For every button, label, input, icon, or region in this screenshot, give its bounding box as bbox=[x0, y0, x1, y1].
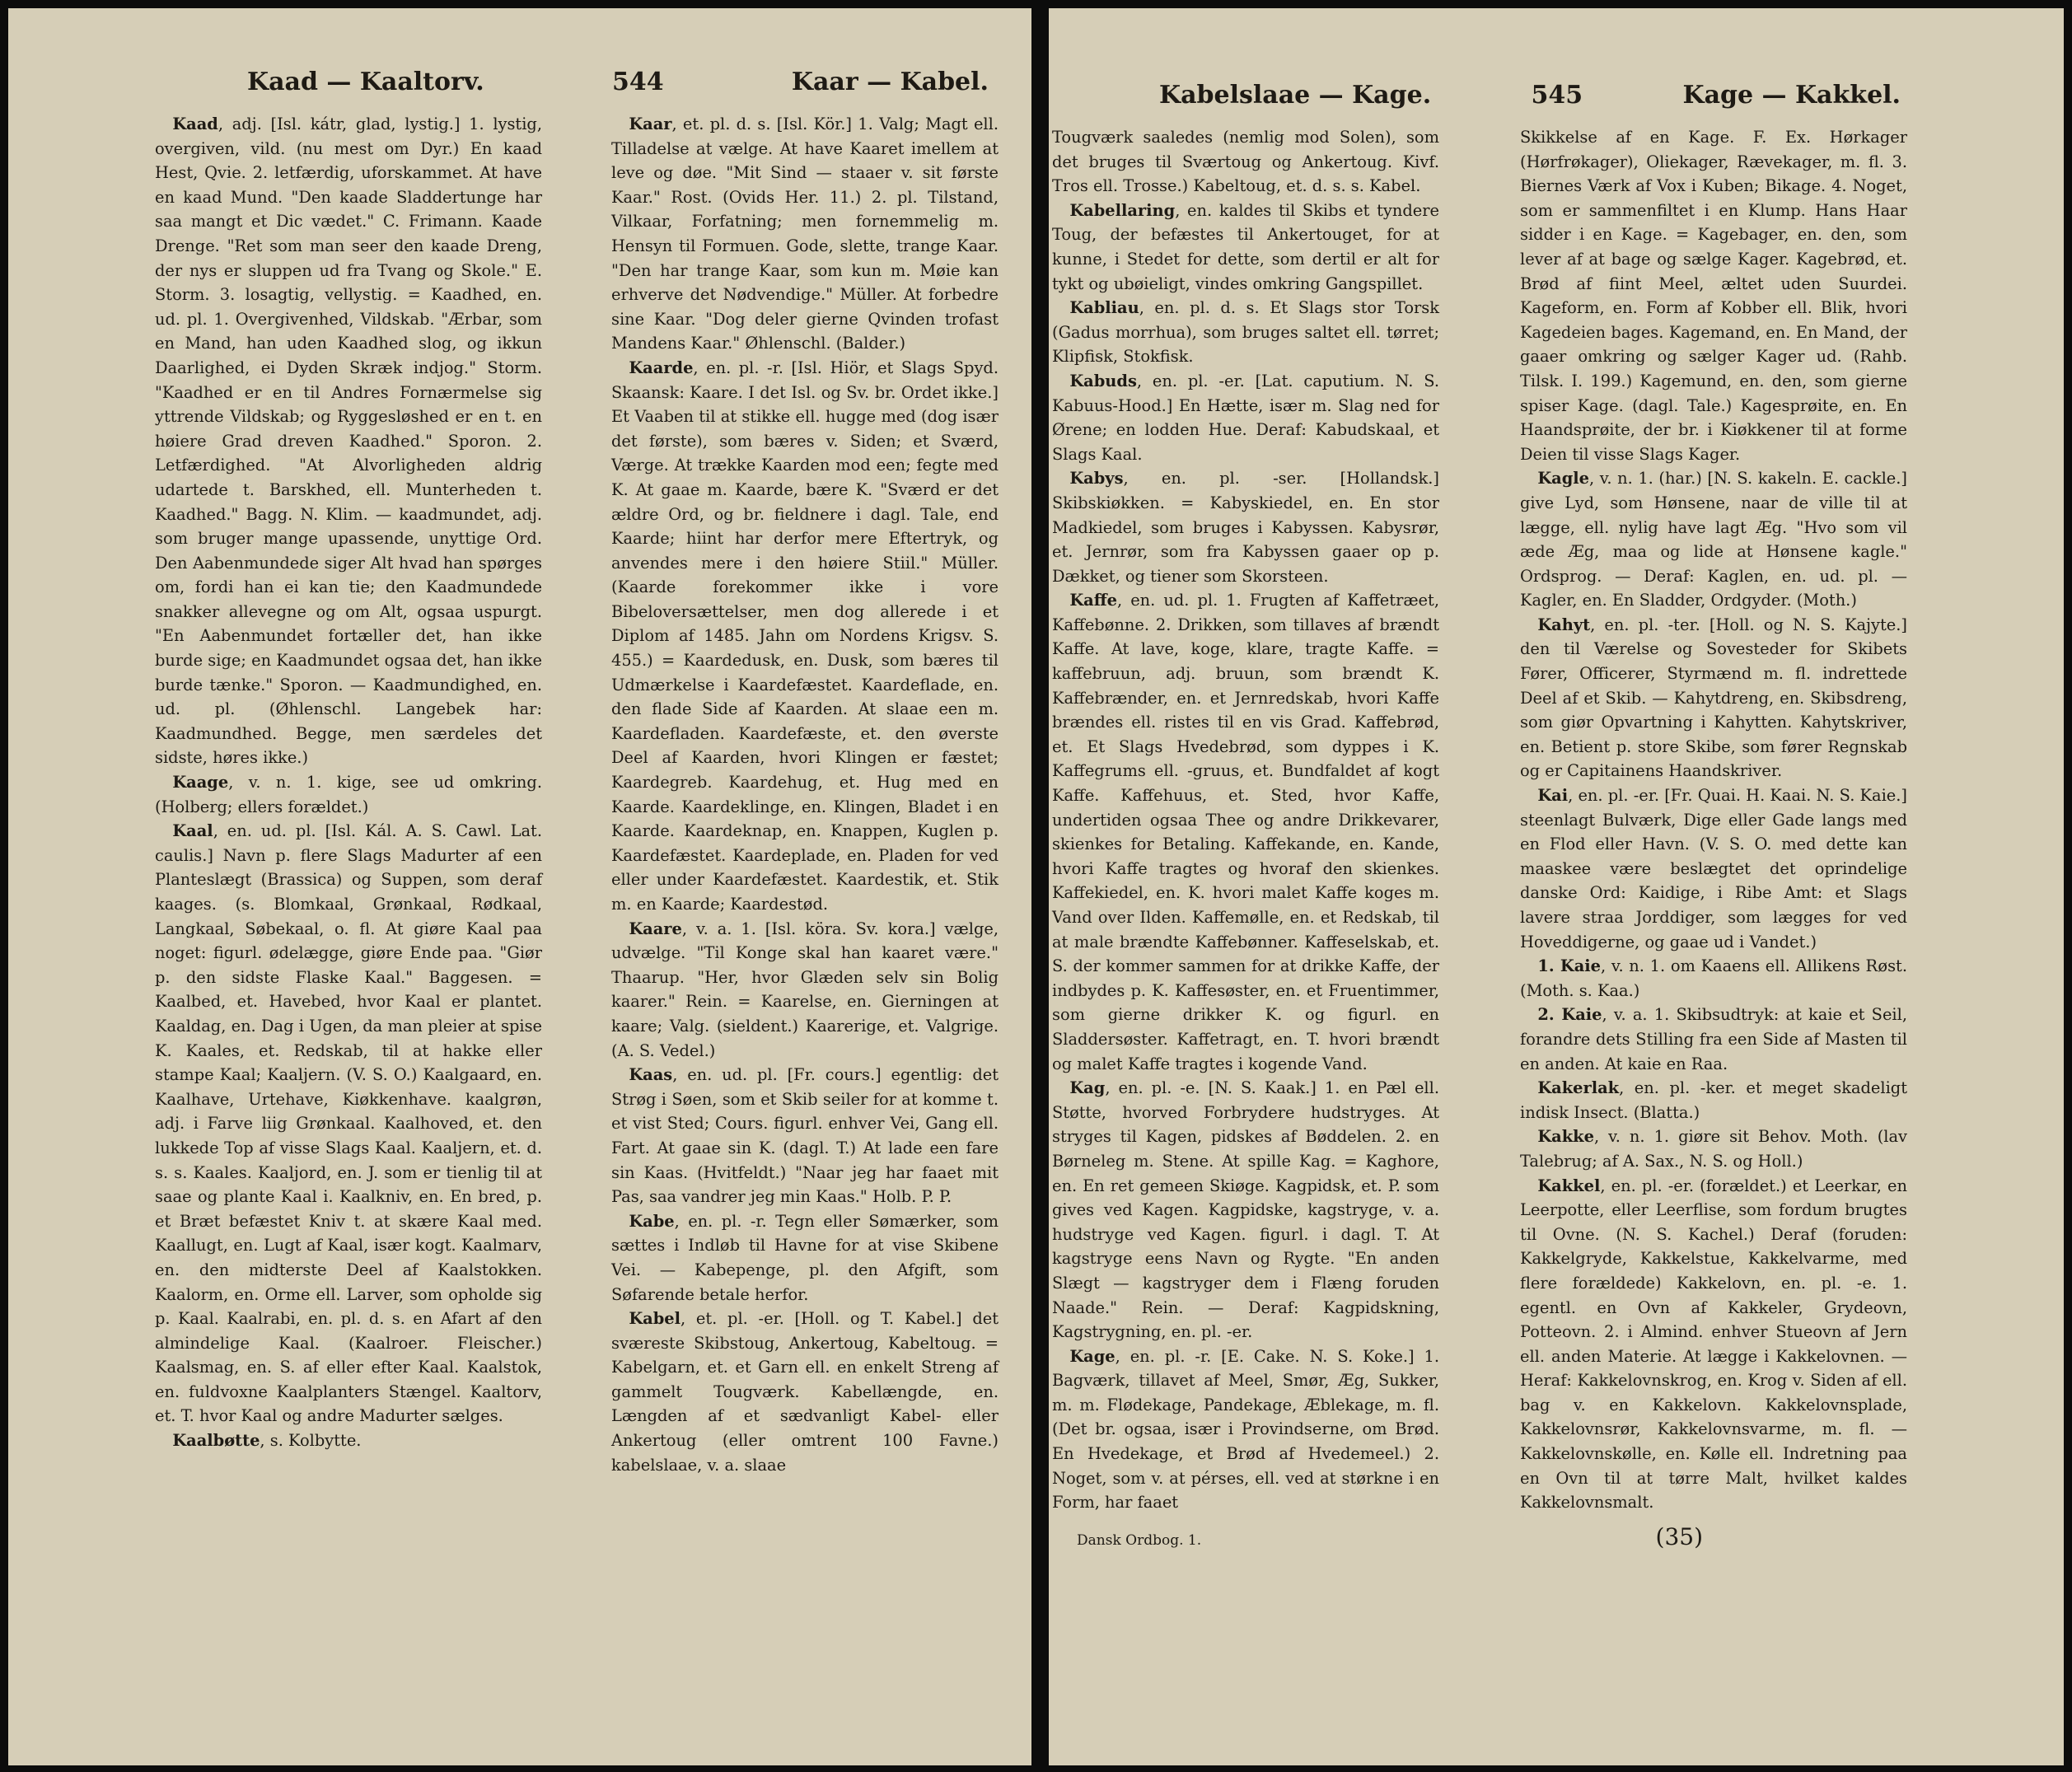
headword: Kaalbøtte bbox=[172, 1431, 260, 1451]
entry-text: , en. pl. -r. [Isl. Hiör, et Slags Spyd. Skaansk: Kaare. I det Isl. og Sv. br. Ordet ikke.] Et Vaaben til at stikke ell. hugge med (dog især det første), som bæres v. Siden; et Sværd, Værge. At trække Kaarden mod een; fegte med K. At gaae m. Kaarde, bære K. "Sværd er det ældre Ord, og br. fieldnere i dagl. Tale, end Kaarde; hiint har derfor mere Eftertryk, og anvendes mere i den høiere Stiil." Müller. (Kaarde forekommer ikke i vore Bibeloversættelser, men dog allerede i et Diplom af 1485. Jahn om Nordens Krigsv. S. 455.) = Kaardedusk, en. Dusk, som bæres til Udmærkelse i Kaardefæstet. Kaardeflade, en. den flade Side af Kaarden. At slaae een m. Kaardefladen. Kaardefæste, et. den øverste Deel af Kaarden, hvori Klingen er fæstet; Kaardegreb. Kaardehug, et. Hug med en Kaarde. Kaardeklinge, en. Klingen, Bladet i en Kaarde. Kaardeknap, en. Knappen, Kuglen p. Kaardefæstet. Kaardeplade, en. Pladen for ved eller under Kaardefæstet. Kaardestik, et. Stik m. en Kaarde; Kaardestød. bbox=[611, 358, 999, 914]
headword: Kabuds bbox=[1069, 371, 1137, 390]
entry-text: , adj. [Isl. kátr, glad, lystig.] 1. lystig, overgiven, vild. (nu mest om Dyr.) En kaad Hest, Qvie. 2. letfærdig, uforskammet. At have en kaad Mund. "Den kaade Sladdertunge har saa mangt et Dic vædet." C. Frimann. Kaade Drenge. "Ret som man seer den kaade Dreng, der nys er sluppen ud fra Tvang og Skole." E. Storm. 3. losagtig, vellystig. = Kaadhed, en. ud. pl. 1. Overgivenhed, Vildskab. "Ærbar, som en Mand, han uden Kaadhed slog, og ikkun Daarlighed, ei Dyden Skræk indjog." Storm. "Kaadhed er en til Andres Fornærmelse sig yttrende Vildskab; og Ryggesløshed er en t. en høiere Grad dreven Kaadhed." Sporon. 2. Letfærdighed. "At Alvorligheden aldrig udartede t. Barskhed, ell. Munterheden t. Kaadhed." Bagg. N. Klim. — kaadmundet, adj. som bruger mange upassende, unyttige Ord. Den Aabenmundede siger Alt hvad han spørges om, fordi han ei kan tie; den Kaadmundede snakker allevegne og om Alt, ogsaa uspurgt. "En Aabenmundet fortæller det, han ikke burde sige; en Kaadmundet ogsaa det, han ikke burde tænke." Sporon. — Kaadmundighed, en. ud. pl. (Øhlenschl. Langebek har: Kaadmundhed. Begge, men særdeles det sidste, høres ikke.) bbox=[155, 115, 542, 768]
headword: Kaffe bbox=[1069, 591, 1117, 610]
dictionary-entry bbox=[155, 770, 542, 819]
page-number: 544 bbox=[612, 68, 664, 96]
dictionary-entry bbox=[155, 819, 542, 1428]
dictionary-entry bbox=[1052, 296, 1439, 369]
headword: 2. Kaie bbox=[1537, 1005, 1602, 1025]
dictionary-entry bbox=[611, 917, 999, 1064]
entry-text: , v. n. 1. om Kaaens ell. Allikens Røst. (Moth. s. Kaa.) bbox=[1520, 956, 1907, 1000]
guide-word-left: Kabelslaae — Kage. bbox=[1159, 81, 1432, 110]
headword: Kaage bbox=[172, 773, 229, 792]
entry-text: , en. pl. -er. [Lat. caputium. N. S. Kabuus-Hood.] En Hætte, især m. Slag ned for Ørene; en lodden Hue. Deraf: Kabudskaal, et Slags Kaal. bbox=[1052, 371, 1439, 464]
headword: Kabel bbox=[629, 1309, 681, 1329]
dictionary-entry bbox=[611, 112, 999, 356]
entry-text: , en. pl. -e. [N. S. Kaak.] 1. en Pæl ell. Støtte, hvorved Forbrydere hudstryges. At stryges til Kagen, pidskes af Bøddelen. 2. en Børneleg m. Stene. At spille Kag. = Kaghore, en. En ret gemeen Skiøge. Kagpidsk, et. P. som gives ved Kagen. Kagpidske, kagstryge, v. a. hudstryge ved Kagen. figurl. i dagl. T. At kagstryge eens Navn og Rygte. "En anden Slægt — kagstryger dem i Flæng foruden Naade." Rein. — Deraf: Kagpidskning, Kagstrygning, en. pl. -er. bbox=[1052, 1078, 1439, 1342]
entry-text: , v. a. 1. Skibsudtryk: at kaie et Seil, forandre dets Stilling fra een Side af Masten til en anden. At kaie en Raa. bbox=[1520, 1005, 1907, 1073]
running-head bbox=[155, 68, 989, 112]
entry-text: , en. ud. pl. 1. Frugten af Kaffetræet, Kaffebønne. 2. Drikken, som tillaves af brændt Kaffe. At lave, koge, klare, tragte Kaffe. = kaffebruun, adj. bruun, som brændt K. Kaffebrænder, en. et Jernredskab, hvori Kaffe brændes ell. ristes til en vis Grad. Kaffebrød, et. Et Slags Hvedebrød, som dyppes i K. Kaffegrums ell. -gruus, et. Bundfaldet af kogt Kaffe. Kaffehuus, et. Sted, hvor Kaffe, undertiden ogsaa Thee og andre Drikkevarer, skienkes for Betaling. Kaffekande, en. Kande, hvori Kaffe tragtes og hvoraf den skienkes. Kaffekiedel, en. K. hvori malet Kaffe koges m. Vand over Ilden. Kaffemølle, en. et Redskab, til at male brændte Kaffebønner. Kaffeselskab, et. S. der kommer sammen for at drikke Kaffe, der indbydes p. K. Kaffesøster, en. et Fruentimmer, som gierne drikker K. og figurl. en Sladdersøster. Kaffetragt, en. T. hvori brændt og malet Kaffe tragtes i kogende Vand. bbox=[1052, 591, 1439, 1073]
dictionary-entry bbox=[611, 356, 999, 917]
dictionary-entry bbox=[1052, 199, 1439, 296]
headword: Kaarde bbox=[629, 358, 694, 377]
dictionary-entry bbox=[1520, 783, 1907, 954]
dictionary-entry bbox=[1520, 466, 1907, 613]
entry-text: Tougværk saaledes (nemlig mod Solen), som det bruges til Sværtoug og Ankertoug. Kivf. Tros ell. Trosse.) Kabeltoug, et. d. s. s. Kabel. bbox=[1052, 128, 1439, 196]
entry-text: , en. pl. -er. [Fr. Quai. H. Kaai. N. S. Kaie.] steenlagt Bulværk, Dige eller Gade langs med en Flod eller Havn. (V. S. O. med dette kan maaskee være beslægtet det oprindelige danske Ord: Kaidige, i Ribe Amt: et Slags lavere straa Jorddiger, som lægges for ved Hoveddigerne, og gaae ud i Vandet.) bbox=[1520, 786, 1907, 951]
entry-text: , en. pl. -r. [E. Cake. N. S. Koke.] 1. Bagværk, tillavet af Meel, Smør, Æg, Sukker, m. m. Flødekage, Pandekage, Æblekage, m. fl. (Det br. ogsaa, især i Provindserne, om Brød. En Hvedekage, et Brød af Hvedemeel.) 2. Noget, som v. at pérses, ell. ved at størkne i en Form, har faaet bbox=[1052, 1346, 1439, 1513]
column-right bbox=[1520, 125, 1907, 1515]
dictionary-entry bbox=[1520, 1076, 1907, 1124]
dictionary-entry bbox=[1520, 954, 1907, 1003]
dictionary-entry bbox=[1052, 125, 1439, 199]
headword: Kaad bbox=[172, 115, 218, 133]
entry-text: , en. pl. -ker. et meget skadeligt indisk Insect. (Blatta.) bbox=[1520, 1078, 1907, 1122]
headword: Kaas bbox=[629, 1065, 673, 1085]
column-right bbox=[611, 112, 999, 1477]
dictionary-entry bbox=[1052, 466, 1439, 588]
entry-text: , et. pl. -er. [Holl. og T. Kabel.] det sværeste Skibstoug, Ankertoug, Kabeltoug. = Kabelgarn, et. et Garn ell. en enkelt Streng af gammelt Tougværk. Kabellængde, en. Længden af et sædvanligt Kabel- eller Ankertoug (eller omtrent 100 Favne.) kabelslaae, v. a. slaae bbox=[611, 1309, 999, 1475]
headword: Kakkel bbox=[1537, 1176, 1601, 1195]
dictionary-entry bbox=[611, 1063, 999, 1209]
dictionary-entry bbox=[1520, 1124, 1907, 1173]
headword: Kaare bbox=[629, 919, 682, 938]
headword: 1. Kaie bbox=[1537, 956, 1601, 976]
guide-word-right: Kage — Kakkel. bbox=[1682, 81, 1901, 110]
entry-text: , s. Kolbytte. bbox=[260, 1431, 362, 1451]
headword: Kag bbox=[1069, 1078, 1106, 1098]
headword: Kai bbox=[1537, 786, 1569, 806]
headword: Kaal bbox=[172, 821, 213, 841]
dictionary-entry bbox=[1520, 125, 1907, 466]
entry-text: Skikkelse af en Kage. F. Ex. Hørkager (Hørfrøkager), Oliekager, Rævekager, m. fl. 3. Biernes Værk af Vox i Kuben; Bikage. 4. Noget, som er sammenfiltet i en Klump. Hans Haar sidder i en Kage. = Kagebager, en. den, som lever af at bage og sælge Kager. Kagebrød, et. Brød af fiint Meel, æltet uden Suurdei. Kageform, en. Form af Kobber ell. Blik, hvori Kagedeien bages. Kagemand, en. En Mand, der gaaer omkring og sælger Kager ud. (Rahb. Tilsk. I. 199.) Kagemund, en. den, som gierne spiser Kage. (dagl. Tale.) Kagesprøite, en. En Haandsprøite, der br. i Kiøkkener til at forme Deien til visse Slags Kager. bbox=[1520, 128, 1907, 464]
dictionary-entry bbox=[1052, 1344, 1439, 1515]
entry-text: , en. ud. pl. [Fr. cours.] egentlig: det Strøg i Søen, som et Skib seiler for at komme t. et vist Sted; Cours. figurl. enhver Vei, Gang ell. Fart. At gaae sin K. (dagl. T.) At lade een fare sin Kaas. (Hvitfeldt.) "Naar jeg har faaet mit Pas, saa vandrer jeg min Kaas." Holb. P. P. bbox=[611, 1065, 999, 1207]
headword: Kagle bbox=[1537, 469, 1590, 489]
headword: Kabe bbox=[629, 1211, 675, 1231]
guide-word-left: Kaad — Kaaltorv. bbox=[247, 68, 484, 96]
signature-mark: Dansk Ordbog. 1. bbox=[1077, 1531, 1202, 1549]
entry-text: , en. pl. -er. (forældet.) et Leerkar, en Leerpotte, eller Leerflise, som fordum brugtes til Ovne. (N. S. Kachel.) Deraf (foruden: Kakkelgryde, Kakkelstue, Kakkelvarme, med flere forældede) Kakkelovn, en. pl. -e. 1. egentl. en Ovn af Kakkeler, Grydeovn, Potteovn. 2. i Almind. enhver Stueovn af Jern ell. anden Materie. At lægge i Kakkelovnen. — Heraf: Kakkelovnskrog, en. Krog v. Siden af ell. bag v. en Kakkelovn. Kakkelovnsplade, Kakkelovnsrør, Kakkelovnsvarme, m. fl. — Kakkelovnskølle, en. Kølle ell. Indretning paa en Ovn til at tørre Malt, hvilket kaldes Kakkelovnsmalt. bbox=[1520, 1176, 1907, 1513]
entry-text: , en. pl. -r. Tegn eller Sømærker, som sættes i Indløb til Havne for at vise Skibene Vei. — Kabepenge, pl. den Afgift, som Søfarende betale herfor. bbox=[611, 1211, 999, 1304]
headword: Kabliau bbox=[1069, 298, 1139, 318]
guide-word-right: Kaar — Kabel. bbox=[791, 68, 989, 96]
entry-text: , en. pl. d. s. Et Slags stor Torsk (Gadus morrhua), som bruges saltet ell. tørret; Klipfisk, Stokfisk. bbox=[1052, 298, 1439, 367]
entry-text: , en. pl. -ter. [Holl. og N. S. Kajyte.] den til Værelse og Sovesteder for Skibets Fører, Officerer, Styrmænd m. fl. indrettede Deel af et Skib. — Kahytdreng, en. Skibsdreng, som giør Opvartning i Kahytten. Kahytskriver, en. Betient p. store Skibe, som fører Regnskab og er Capitainens Haandskriver. bbox=[1520, 615, 1907, 781]
dictionary-entry bbox=[1052, 1076, 1439, 1344]
headword: Kakerlak bbox=[1537, 1078, 1620, 1098]
text-columns bbox=[1052, 125, 1907, 1515]
entry-text: , en. pl. -ser. [Hollandsk.] Skibskiøkken. = Kabyskiedel, en. En stor Madkiedel, som bruges i Kabyssen. Kabysrør, et. Jernrør, som fra Kabyssen gaaer op p. Dækket, og tiener som Skorsteen. bbox=[1052, 469, 1439, 586]
dictionary-entry bbox=[1520, 1174, 1907, 1515]
headword: Kaar bbox=[629, 115, 672, 133]
dictionary-entry bbox=[611, 1209, 999, 1307]
dictionary-entry bbox=[155, 112, 542, 770]
column-left bbox=[1052, 125, 1439, 1515]
headword: Kage bbox=[1069, 1346, 1116, 1366]
text-columns bbox=[155, 112, 999, 1477]
page-number: 545 bbox=[1531, 81, 1583, 110]
dictionary-entry bbox=[1052, 588, 1439, 1076]
page-footer bbox=[1052, 1523, 1835, 1550]
entry-text: , en. kaldes til Skibs et tyndere Toug, der befæstes til Ankertouget, for at kunne, i Stedet for dette, som dertil er alt for tykt og ubøieligt, vindes omkring Gangspillet. bbox=[1052, 200, 1439, 293]
headword: Kakke bbox=[1537, 1127, 1594, 1147]
headword: Kabellaring bbox=[1069, 200, 1176, 220]
left-page bbox=[8, 8, 1031, 1765]
entry-text: , et. pl. d. s. [Isl. Kör.] 1. Valg; Magt ell. Tilladelse at vælge. At have Kaaret imellem at leve og døe. "Mit Sind — staaer v. sit første Kaar." Rost. (Ovids Her. 11.) 2. pl. Tilstand, Vilkaar, Forfatning; men fornemmelig m. Hensyn til Formuen. Gode, slette, trange Kaar. "Den har trange Kaar, som kun m. Møie kan erhverve det Nødvendige." Müller. At forbedre sine Kaar. "Dog deler gierne Qvinden trofast Mandens Kaar." Øhlenschl. (Balder.) bbox=[611, 115, 999, 353]
right-page bbox=[1049, 8, 2064, 1765]
dictionary-entry bbox=[1520, 613, 1907, 783]
entry-text: , v. n. 1. (har.) [N. S. kakeln. E. cackle.] give Lyd, som Hønsene, naar de ville til at lægge, ell. nylig have lagt Æg. "Hvo som vil æde Æg, maa og lide at Hønsene kagle." Ordsprog. — Deraf: Kaglen, en. ud. pl. — Kagler, en. En Sladder, Ordgyder. (Moth.) bbox=[1520, 469, 1907, 610]
entry-text: , v. a. 1. [Isl. köra. Sv. kora.] vælge, udvælge. "Til Konge skal han kaaret være." Thaarup. "Her, hvor Glæden selv sin Bolig kaarer." Rein. = Kaarelse, en. Gierningen at kaare; Valg. (sieldent.) Kaarerige, et. Valgrige. (A. S. Vedel.) bbox=[611, 919, 999, 1060]
headword: Kahyt bbox=[1537, 615, 1591, 634]
entry-text: , v. n. 1. giøre sit Behov. Moth. (lav Talebrug; af A. Sax., N. S. og Holl.) bbox=[1520, 1127, 1907, 1171]
column-left bbox=[155, 112, 542, 1477]
dictionary-entry bbox=[611, 1307, 999, 1477]
dictionary-entry bbox=[155, 1428, 542, 1453]
dictionary-entry bbox=[1520, 1003, 1907, 1076]
running-head bbox=[1052, 81, 1901, 125]
sheet-number: (35) bbox=[1655, 1522, 1703, 1550]
entry-text: , v. n. 1. kige, see ud omkring. (Holberg; ellers forældet.) bbox=[155, 773, 542, 816]
headword: Kabys bbox=[1069, 469, 1124, 489]
entry-text: , en. ud. pl. [Isl. Kál. A. S. Cawl. Lat. caulis.] Navn p. flere Slags Madurter af een Planteslægt (Brassica) og Suppen, som deraf kaages. (s. Blomkaal, Grønkaal, Rødkaal, Langkaal, Søbekaal, o. fl. At giøre Kaal paa noget: figurl. ødelægge, giøre Ende paa. "Giør p. den sidste Flaske Kaal." Baggesen. = Kaalbed, et. Havebed, hvor Kaal er plantet. Kaaldag, en. Dag i Ugen, da man pleier at spise K. Kaales, et. Redskab, til at hakke eller stampe Kaal; Kaaljern. (V. S. O.) Kaalgaard, en. Kaalhave, Urtehave, Kiøkkenhave. kaalgrøn, adj. i Farve liig Grønkaal. Kaalhoved, et. den lukkede Top af visse Slags Kaal. Kaaljern, et. d. s. s. Kaales. Kaaljord, en. J. som er tienlig til at saae og plante Kaal i. Kaalkniv, en. En bred, p. et Bræt befæstet Kniv t. at skære Kaal med. Kaallugt, en. Lugt af Kaal, især kogt. Kaalmarv, en. den midterste Deel af Kaalstokken. Kaalorm, en. Orme ell. Larver, som opholde sig p. Kaal. Kaalrabi, en. pl. d. s. en Afart af den almindelige Kaal. (Kaalroer. Fleischer.) Kaalsmag, en. S. af eller efter Kaal. Kaalstok, en. fuldvoxne Kaalplanters Stængel. Kaaltorv, et. T. hvor Kaal og andre Madurter sælges. bbox=[155, 821, 542, 1426]
dictionary-entry bbox=[1052, 369, 1439, 466]
